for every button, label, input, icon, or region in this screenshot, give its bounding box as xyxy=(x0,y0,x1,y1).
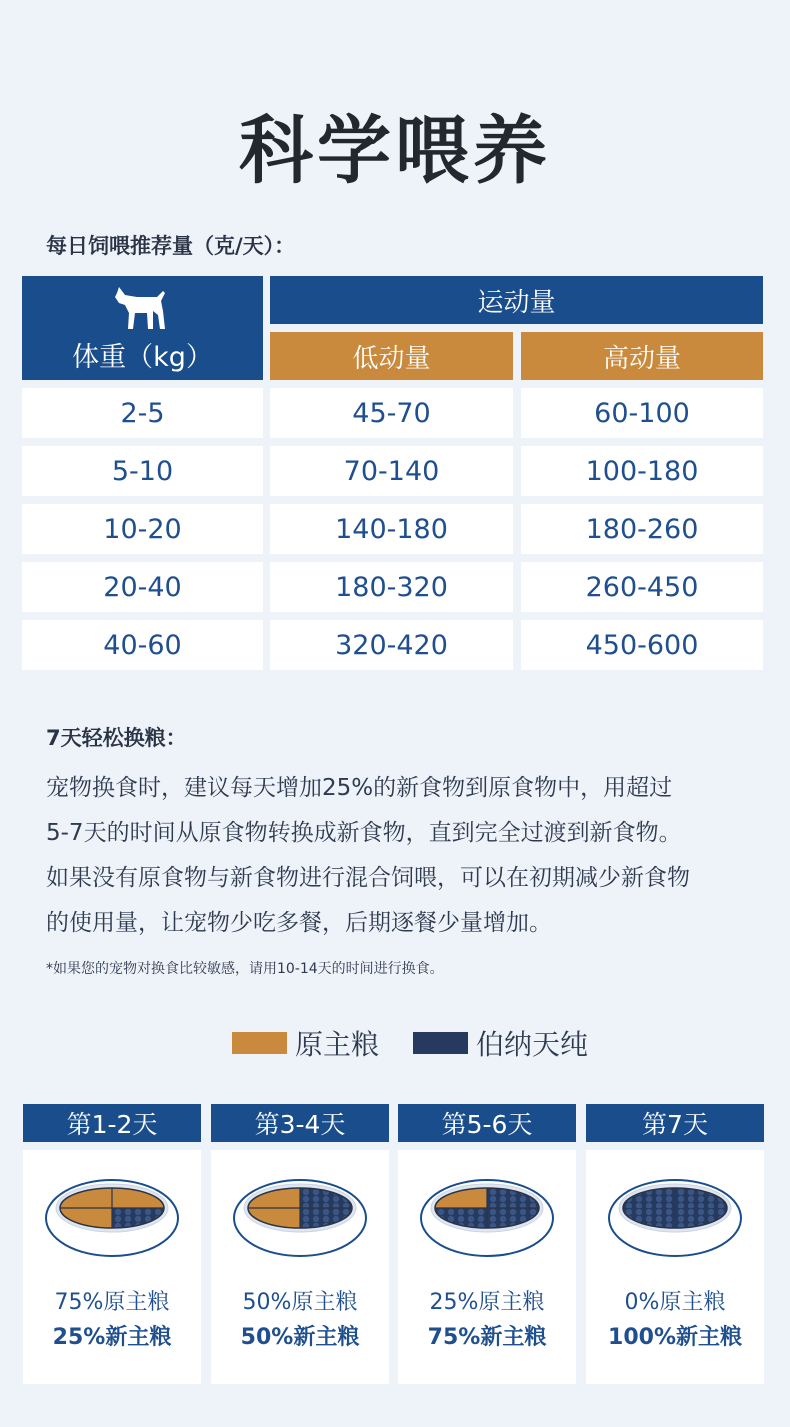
stage-3-old-percent: 25%原主粮 xyxy=(429,1290,545,1315)
transition-note: *如果您的宠物对换食比较敏感，请用10-14天的时间进行换食。 xyxy=(46,961,444,977)
dog-icon xyxy=(113,283,173,331)
bowl-icon xyxy=(420,1178,554,1262)
legend-old-food xyxy=(232,1023,379,1063)
row-4-low: 180-320 xyxy=(270,562,513,612)
legend-old-label: 原主粮 xyxy=(295,1028,380,1061)
transition-line: 如果没有原食物与新食物进行混合饲喂，可以在初期减少新食物 xyxy=(46,865,690,891)
stage-4-old-percent: 0%原主粮 xyxy=(624,1290,726,1315)
page-title: 科学喂养 xyxy=(239,108,551,194)
row-3-high: 180-260 xyxy=(521,504,763,554)
row-1-low: 45-70 xyxy=(270,388,513,438)
row-4-high: 260-450 xyxy=(521,562,763,612)
weight-header xyxy=(22,276,263,380)
row-1-weight: 2-5 xyxy=(22,388,263,438)
row-5-high: 450-600 xyxy=(521,620,763,670)
legend-new-swatch xyxy=(413,1032,468,1054)
row-3-low: 140-180 xyxy=(270,504,513,554)
row-5-low: 320-420 xyxy=(270,620,513,670)
row-2-high: 100-180 xyxy=(521,446,763,496)
transition-line: 宠物换食时，建议每天增加25%的新食物到原食物中，用超过 xyxy=(46,775,673,801)
bowl-icon xyxy=(233,1178,367,1262)
transition-paragraph xyxy=(46,766,766,946)
stage-2-old-percent: 50%原主粮 xyxy=(242,1290,358,1315)
stage-3-card xyxy=(398,1150,576,1384)
stage-4-new-percent: 100%新主粮 xyxy=(608,1325,742,1350)
high-activity-header: 高动量 xyxy=(521,332,763,380)
transition-heading: 7天轻松换粮： xyxy=(46,726,187,750)
legend-new-food xyxy=(413,1023,588,1063)
stage-1-new-percent: 25%新主粮 xyxy=(52,1325,172,1350)
stage-2-card xyxy=(211,1150,389,1384)
row-1-high: 60-100 xyxy=(521,388,763,438)
bowl-icon xyxy=(45,1178,179,1262)
stage-2-day: 第3-4天 xyxy=(211,1104,389,1142)
transition-line: 的使用量，让宠物少吃多餐，后期逐餐少量增加。 xyxy=(46,910,552,936)
stage-1-day: 第1-2天 xyxy=(23,1104,201,1142)
activity-header: 运动量 xyxy=(270,276,763,324)
row-4-weight: 20-40 xyxy=(22,562,263,612)
row-3-weight: 10-20 xyxy=(22,504,263,554)
stage-4-card xyxy=(586,1150,764,1384)
feeding-heading: 每日饲喂推荐量（克/天）： xyxy=(46,234,296,258)
row-2-weight: 5-10 xyxy=(22,446,263,496)
stage-1-card xyxy=(23,1150,201,1384)
bowl-icon xyxy=(608,1178,742,1262)
low-activity-header: 低动量 xyxy=(270,332,513,380)
stage-2-new-percent: 50%新主粮 xyxy=(240,1325,360,1350)
weight-header-label: 体重（kg） xyxy=(72,341,213,373)
row-5-weight: 40-60 xyxy=(22,620,263,670)
transition-line: 5-7天的时间从原食物转换成新食物，直到完全过渡到新食物。 xyxy=(46,820,682,846)
stage-1-old-percent: 75%原主粮 xyxy=(54,1290,170,1315)
stage-3-day: 第5-6天 xyxy=(398,1104,576,1142)
legend-old-swatch xyxy=(232,1032,287,1054)
legend-new-label: 伯纳天纯 xyxy=(476,1028,589,1061)
stage-4-day: 第7天 xyxy=(586,1104,764,1142)
row-2-low: 70-140 xyxy=(270,446,513,496)
stage-3-new-percent: 75%新主粮 xyxy=(427,1325,547,1350)
